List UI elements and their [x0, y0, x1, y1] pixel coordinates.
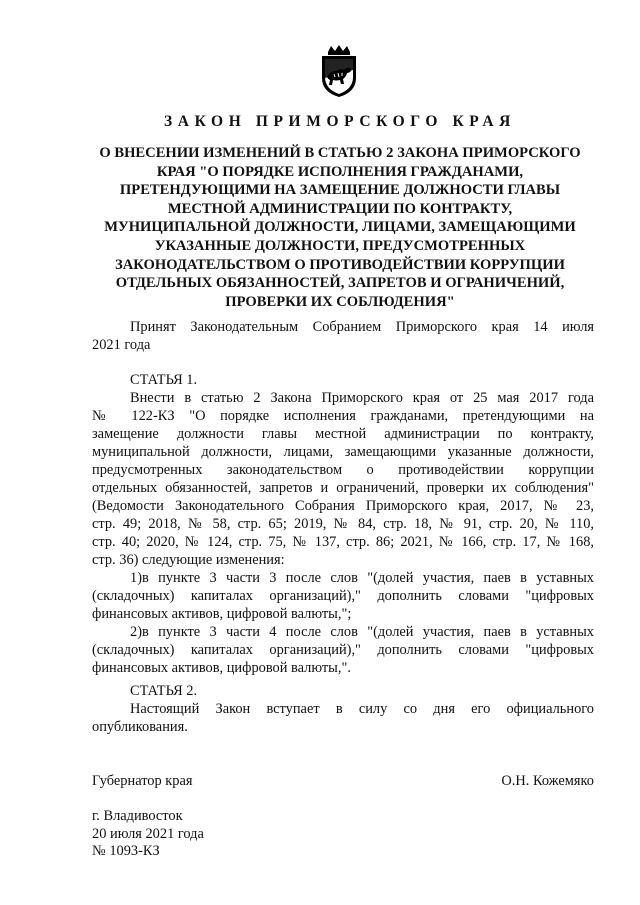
article-1-line: Внести в статью 2 Закона Приморского края от 25 мая 2017 года: [130, 390, 594, 406]
article-1: [92, 371, 594, 677]
article-1-heading: СТАТЬЯ 1.: [130, 372, 198, 388]
article-1-line: предусмотренных законодательством о противодействии коррупции: [92, 462, 594, 478]
primorsky-coat-of-arms-tiger-icon: [316, 44, 362, 98]
article-1-line: стр. 40; 2020, № 124, стр. 75, № 137, стр. 86; 2021, № 166, стр. 17, № 168,: [92, 534, 594, 550]
law-number: № 1093-КЗ: [92, 843, 160, 859]
adoption-line: 2021 года: [92, 337, 151, 353]
signing-date: 20 июля 2021 года: [92, 825, 204, 842]
adoption-line: Принят Законодательным Собранием Приморского края 14 июля: [130, 319, 594, 335]
signatory-name: О.Н. Кожемяко: [501, 773, 594, 789]
article-2-line: опубликования.: [92, 719, 188, 735]
subject-line: МУНИЦИПАЛЬНОЙ ДОЛЖНОСТИ, ЛИЦАМИ, ЗАМЕЩАЮЩИМИ: [104, 219, 576, 236]
article-2-line: Настоящий Закон вступает в силу со дня его официального: [130, 701, 594, 717]
adoption-note: [92, 318, 594, 354]
subject-line: ПРОВЕРКИ ИХ СОБЛЮДЕНИЯ": [225, 293, 455, 310]
item-2-line: (складочных) капиталах организаций)," дополнить словами "цифровых: [92, 642, 594, 658]
place-and-date: [92, 808, 204, 861]
law-subject-title: [84, 144, 596, 311]
subject-line: УКАЗАННЫЕ ДОЛЖНОСТИ, ПРЕДУСМОТРЕННЫХ: [154, 237, 526, 254]
item-1-line: 1)в пункте 3 части 3 после слов "(долей участия, паев в уставных: [130, 570, 594, 586]
article-1-line: стр. 36) следующие изменения:: [92, 552, 285, 568]
item-1-line: (складочных) капиталах организаций)," дополнить словами "цифровых: [92, 588, 594, 604]
item-1-line: финансовых активов, цифровой валюты,";: [92, 606, 352, 622]
article-2: [92, 682, 594, 736]
subject-line: ПРЕТЕНДУЮЩИМИ НА ЗАМЕЩЕНИЕ ДОЛЖНОСТИ ГЛАВЫ: [119, 182, 561, 199]
subject-line: ЗАКОНОДАТЕЛЬСТВОМ О ПРОТИВОДЕЙСТВИИ КОРРУПЦИИ: [115, 256, 565, 273]
item-2-line: финансовых активов, цифровой валюты,".: [92, 660, 351, 676]
city: г. Владивосток: [92, 808, 183, 824]
article-1-line: замещение должности главы местной администрации по контракту,: [92, 426, 594, 442]
article-1-line: отдельных обязанностей, запретов и ограничений, проверки их соблюдения": [92, 480, 594, 496]
subject-line: ОТДЕЛЬНЫХ ОБЯЗАННОСТЕЙ, ЗАПРЕТОВ И ОГРАНИЧЕНИЙ,: [115, 275, 565, 292]
item-2-line: 2)в пункте 3 части 4 после слов "(долей участия, паев в уставных: [130, 624, 594, 640]
subject-line: КРАЯ "О ПОРЯДКЕ ИСПОЛНЕНИЯ ГРАЖДАНАМИ,: [156, 163, 524, 180]
article-1-line: № 122-КЗ "О порядке исполнения гражданами, претендующими на: [92, 408, 594, 424]
signatory-position: Губернатор края: [92, 773, 193, 789]
article-2-heading: СТАТЬЯ 2.: [130, 683, 198, 699]
law-title: ЗАКОН ПРИМОРСКОГО КРАЯ: [164, 113, 516, 130]
subject-line: МЕСТНОЙ АДМИНИСТРАЦИИ ПО КОНТРАКТУ,: [167, 200, 513, 217]
article-1-line: (Ведомости Законодательного Собрания Приморского края, 2017, № 23,: [92, 498, 594, 514]
article-1-line: стр. 49; 2018, № 58, стр. 65; 2019, № 84, стр. 18, № 91, стр. 20, № 110,: [92, 516, 594, 532]
signature-block: [92, 772, 594, 790]
article-1-line: муниципальной должности, лицами, замещающими указанные должности,: [92, 444, 594, 460]
subject-line: О ВНЕСЕНИИ ИЗМЕНЕНИЙ В СТАТЬЮ 2 ЗАКОНА ПРИМОРСКОГО: [99, 145, 581, 161]
